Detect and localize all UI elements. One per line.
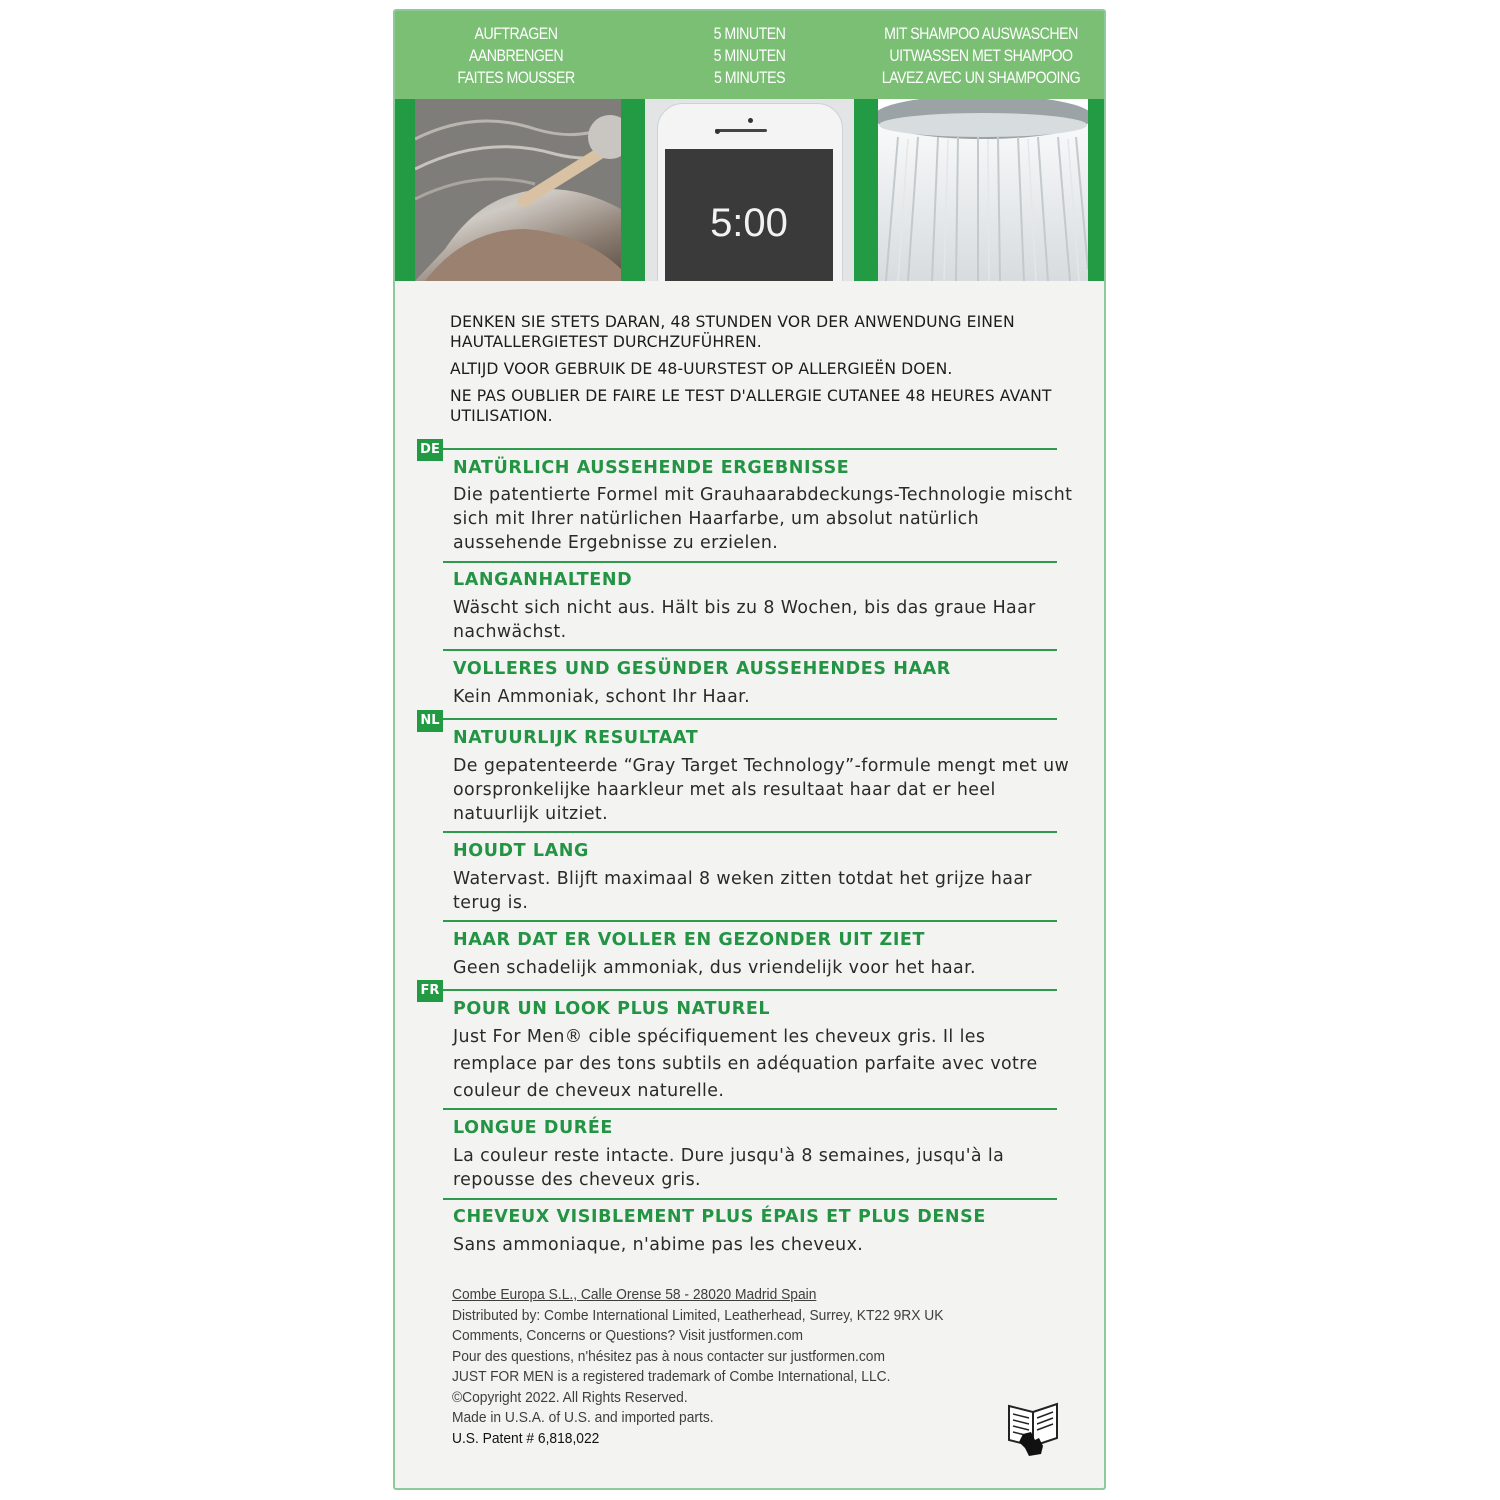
step-apply-de: AUFTRAGEN (474, 25, 558, 43)
warning-de: DENKEN SIE STETS DARAN, 48 STUNDEN VOR DER ANWENDUNG EINEN HAUTALLERGIETEST DURCHZUFÜHREN. (450, 313, 1015, 351)
section-title: NATÜRLICH AUSSEHENDE ERGEBNISSE (453, 458, 850, 478)
section-title: NATUURLIJK RESULTAAT (453, 728, 699, 748)
step-rinse-fr: LAVEZ AVEC UN SHAMPOOING (881, 69, 1081, 87)
section-divider (443, 718, 1057, 720)
section-text: Die patentierte Formel mit Grauhaarabdeckungs-Technologie mischt sich mit Ihrer natürlichen Haarfarbe, um absolut natürlich aussehende Ergebnisse zu erzielen. (453, 485, 1073, 553)
section-title: HAAR DAT ER VOLLER EN GEZONDER UIT ZIET (453, 930, 926, 950)
origin-notice: Made in U.S.A. of U.S. and imported parts. (452, 1409, 714, 1426)
phone-screen (665, 149, 833, 281)
section-divider (443, 1198, 1057, 1200)
hair-application-photo (415, 99, 621, 281)
timer-display: 5:00 (710, 201, 788, 245)
section-divider (443, 448, 1057, 450)
section-title: HOUDT LANG (453, 841, 589, 861)
language-badge-fr: FR (417, 980, 443, 1002)
shower-photo (878, 99, 1088, 281)
section-text: Just For Men® cible spécifiquement les cheveux gris. Il les remplace par des tons subtils en adéquation parfaite avec votre couleur de cheveux naturelle. (453, 1027, 1038, 1101)
step-rinse-de: MIT SHAMPOO AUSWASCHEN (884, 25, 1078, 43)
section-title: CHEVEUX VISIBLEMENT PLUS ÉPAIS ET PLUS DENSE (453, 1207, 986, 1227)
warning-fr: NE PAS OUBLIER DE FAIRE LE TEST D'ALLERGIE CUTANEE 48 HEURES AVANT UTILISATION. (450, 387, 1052, 425)
timer-phone-photo (645, 99, 854, 281)
section-text: Sans ammoniaque, n'abime pas les cheveux. (453, 1235, 864, 1255)
section-title: LANGANHALTEND (453, 570, 633, 590)
read-instructions-icon (1005, 1396, 1063, 1458)
section-text: Kein Ammoniak, schont Ihr Haar. (453, 687, 751, 707)
hair-application-illustration (415, 99, 621, 281)
section-divider (443, 831, 1057, 833)
package-panel (393, 9, 1106, 1490)
section-divider (443, 989, 1057, 991)
step-rinse-nl: UITWASSEN MET SHAMPOO (889, 47, 1073, 65)
warning-nl: ALTIJD VOOR GEBRUIK DE 48-UURSTEST OP ALLERGIEËN DOEN. (450, 360, 953, 378)
step-apply (427, 23, 604, 89)
step-wait-fr: 5 MINUTES (713, 69, 786, 87)
contact-en: Comments, Concerns or Questions? Visit justformen.com (452, 1327, 804, 1344)
copyright-notice: ©Copyright 2022. All Rights Reserved. (452, 1388, 688, 1406)
step-wait-nl: 5 MINUTEN (713, 47, 786, 65)
step-wait-de: 5 MINUTEN (713, 25, 786, 43)
step-apply-nl: AANBRENGEN (468, 47, 564, 65)
section-text: La couleur reste intacte. Dure jusqu'à 8 semaines, jusqu'à la repousse des cheveux gris. (453, 1146, 1005, 1190)
section-title: VOLLERES UND GESÜNDER AUSSEHENDES HAAR (453, 659, 951, 679)
legal-info (452, 1285, 1004, 1449)
section-text: Wäscht sich nicht aus. Hält bis zu 8 Wochen, bis das graue Haar nachwächst. (453, 598, 1036, 642)
section-divider (443, 920, 1057, 922)
contact-fr: Pour des questions, n'hésitez pas à nous contacter sur justformen.com (452, 1347, 885, 1365)
shower-illustration (878, 99, 1088, 281)
phone-speaker (715, 129, 767, 132)
manufacturer-address: Combe Europa S.L., Calle Orense 58 - 28020 Madrid Spain (452, 1286, 817, 1303)
patent-number: U.S. Patent # 6,818,022 (452, 1429, 600, 1447)
phone-camera (748, 118, 753, 123)
section-text: Watervast. Blijft maximaal 8 weken zitten totdat het grijze haar terug is. (453, 869, 1032, 913)
step-wait (660, 23, 840, 89)
section-divider (443, 1108, 1057, 1110)
section-text: De gepatenteerde “Gray Target Technology”-formule mengt met uw oorspronkelijke haarkleur met als resultaat haar dat er heel natuurlijk uitziet. (453, 756, 1070, 824)
language-badge-nl: NL (417, 710, 443, 732)
step-rinse (878, 23, 1084, 89)
section-divider (443, 561, 1057, 563)
step-apply-fr: FAITES MOUSSER (457, 69, 575, 87)
language-badge-de: DE (417, 439, 443, 461)
section-title: POUR UN LOOK PLUS NATUREL (453, 999, 771, 1019)
section-text: Geen schadelijk ammoniak, dus vriendelijk voor het haar. (453, 958, 976, 978)
phone-sensor (715, 129, 720, 134)
trademark-notice: JUST FOR MEN is a registered trademark of Combe International, LLC. (452, 1368, 891, 1385)
section-title: LONGUE DURÉE (453, 1118, 613, 1138)
distributor-address: Distributed by: Combe International Limited, Leatherhead, Surrey, KT22 9RX UK (452, 1306, 944, 1324)
section-divider (443, 649, 1057, 651)
